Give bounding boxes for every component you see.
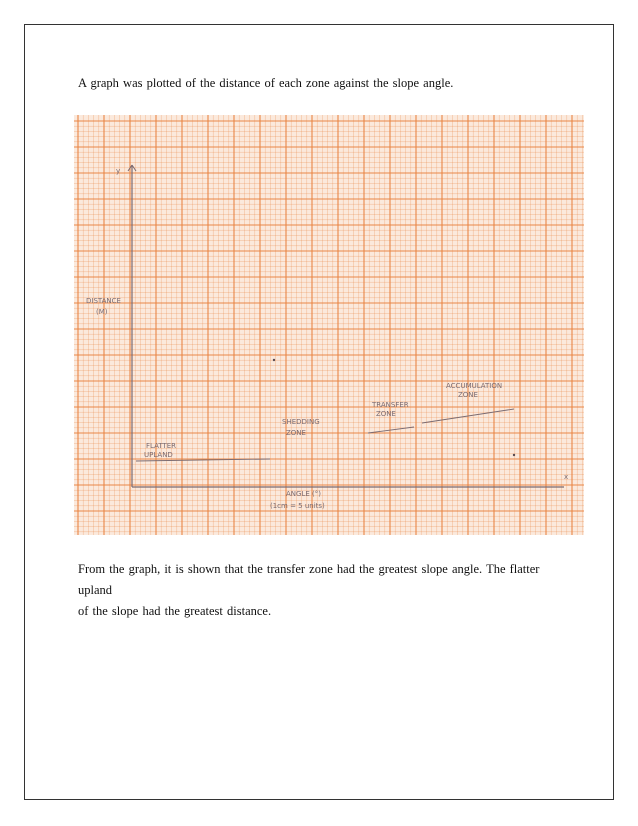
zone-shedding-line2: ZONE xyxy=(286,429,306,437)
x-axis-label-line2: (1cm = 5 units) xyxy=(270,502,325,510)
zone-accumulation-line2: ZONE xyxy=(458,391,478,399)
y-axis-symbol: y xyxy=(116,167,121,175)
graph-paper-photo xyxy=(74,115,584,535)
paper-background xyxy=(74,115,584,535)
zone-transfer-line2: ZONE xyxy=(376,410,396,418)
graph-svg xyxy=(74,115,584,535)
conclusion-paragraph xyxy=(78,559,558,622)
zone-flatter-upland-line2: UPLAND xyxy=(144,451,173,459)
intro-paragraph: A graph was plotted of the distance of each zone against the slope angle. xyxy=(78,76,454,90)
zone-shedding-line1: SHEDDING xyxy=(282,418,320,426)
zone-transfer-line1: TRANSFER xyxy=(372,401,409,409)
y-axis-label-line2: (M) xyxy=(96,308,108,316)
zone-flatter-upland-line1: FLATTER xyxy=(146,442,177,450)
pencil-dot xyxy=(273,359,275,361)
conclusion-line-2: of the slope had the greatest distance. xyxy=(78,604,272,618)
x-axis-symbol: x xyxy=(564,473,569,481)
y-axis-label-line1: DISTANCE xyxy=(86,297,121,305)
pencil-dot-right xyxy=(513,454,515,456)
conclusion-line-1: From the graph, it is shown that the transfer zone had the greatest slope angle. The flatter upland xyxy=(78,562,540,597)
x-axis-label-line1: ANGLE (°) xyxy=(286,490,321,498)
zone-accumulation-line1: ACCUMULATION xyxy=(446,382,503,390)
